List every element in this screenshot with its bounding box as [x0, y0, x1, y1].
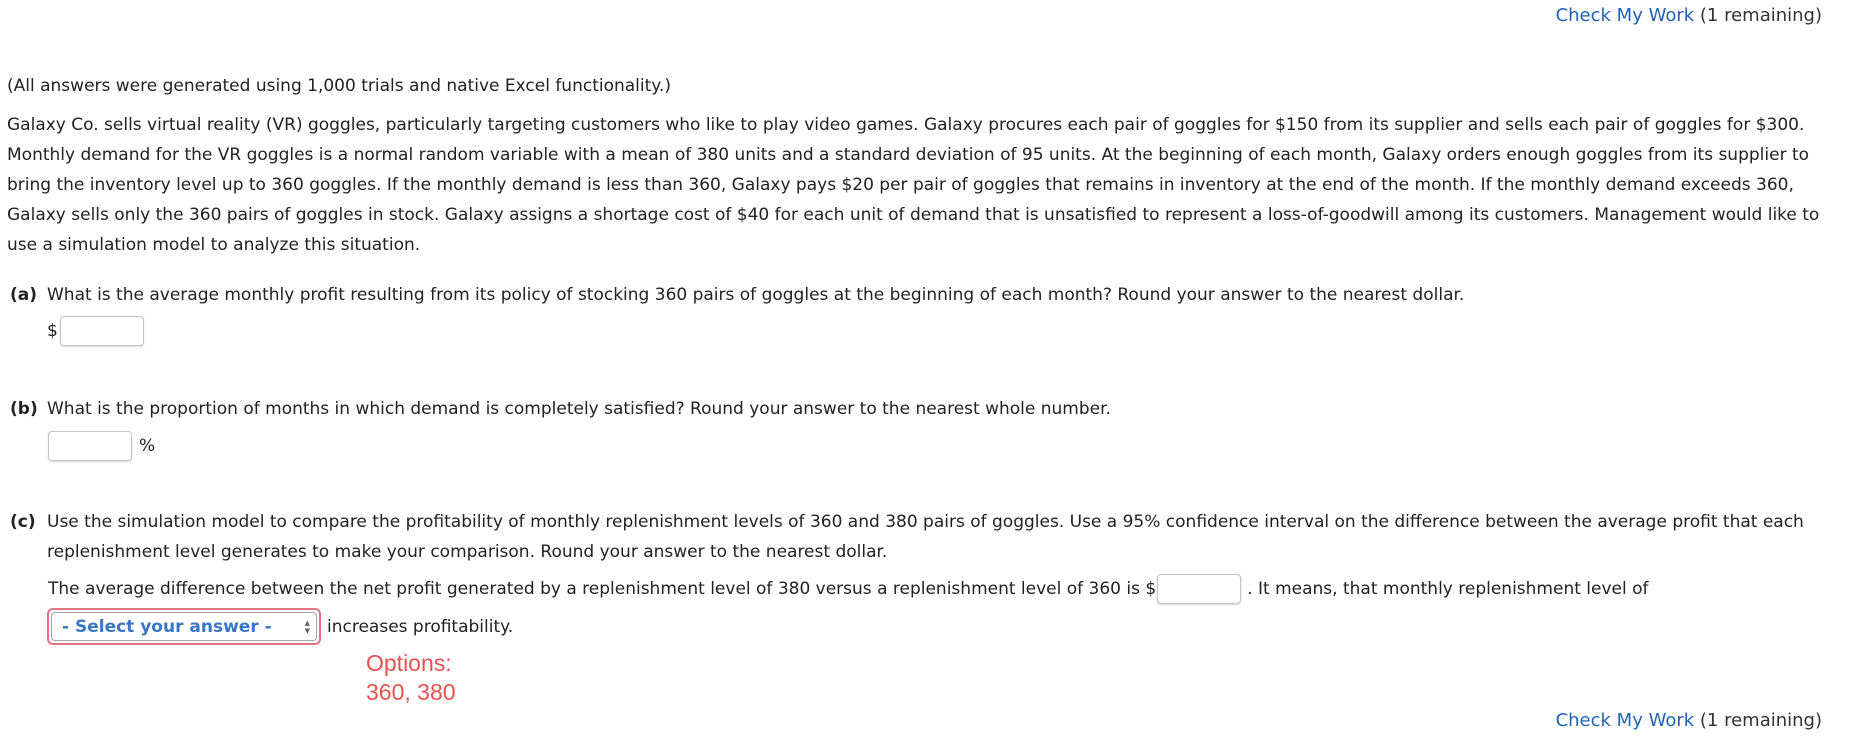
- select-placeholder: - Select your answer -: [62, 616, 272, 637]
- answer-b-row: [48, 431, 155, 461]
- average-profit-input[interactable]: [60, 316, 144, 346]
- question-c-tag: (c): [10, 512, 36, 532]
- answer-a-row: [47, 316, 144, 346]
- replenishment-level-select[interactable]: [47, 608, 321, 645]
- dollar-sign: $: [47, 321, 58, 341]
- question-b-tag: (b): [10, 399, 38, 419]
- select-arrows-icon: ▲ ▼: [304, 618, 310, 635]
- question-c-text: Use the simulation model to compare the profitability of monthly replenishment levels of 360 and 380 pairs of goggles. Use a 95% confidence interval on the difference between the average profit that each replenishment level generates to make your comparison. Round your answer to the nearest dollar.: [47, 512, 1804, 562]
- question-a: [10, 280, 1464, 310]
- sentence-mid: . It means, that monthly replenishment level of: [1247, 579, 1649, 599]
- check-my-work-link[interactable]: Check My Work: [1555, 5, 1695, 26]
- question-a-tag: (a): [10, 285, 38, 305]
- options-annotation: [366, 649, 456, 707]
- answer-c-select-row: [47, 608, 513, 645]
- remaining-count-bottom: (1 remaining): [1699, 710, 1822, 731]
- problem-description: Galaxy Co. sells virtual reality (VR) goggles, particularly targeting customers who like to play video games. Galaxy procures each pair of goggles for $150 from its supplier and sells each pair of goggles for $300. Monthly demand for the VR goggles is a normal random variable with a mean of 380 units and a standard deviation of 95 units. At the beginning of each month, Galaxy orders enough goggles from its supplier to bring the inventory level up to 360 goggles. If the monthly demand is less than 360, Galaxy pays $20 per pair of goggles that remains in inventory at the end of the month. If the monthly demand exceeds 360, Galaxy sells only the 360 pairs of goggles in stock. Galaxy assigns a shortage cost of $40 for each unit of demand that is unsatisfied to represent a loss-of-goodwill among its customers. Management would like to use a simulation model to analyze this situation.: [7, 115, 1820, 255]
- sentence-end: increases profitability.: [327, 616, 514, 637]
- question-b-text: What is the proportion of months in which demand is completely satisfied? Round your answer to the nearest whole number.: [47, 399, 1111, 419]
- answer-c-sentence: [48, 574, 1649, 604]
- check-my-work-top: [1556, 5, 1822, 26]
- sentence-start: The average difference between the net profit generated by a replenishment level of 380 versus a replenishment level of 360 is $: [48, 579, 1157, 599]
- percent-sign: %: [139, 436, 156, 456]
- options-title: Options:: [366, 650, 452, 676]
- question-b: [10, 394, 1111, 424]
- proportion-satisfied-input[interactable]: [48, 431, 132, 461]
- trials-note: (All answers were generated using 1,000 trials and native Excel functionality.): [7, 76, 671, 96]
- remaining-count: (1 remaining): [1699, 5, 1822, 26]
- check-my-work-link-bottom[interactable]: Check My Work: [1555, 710, 1695, 731]
- question-c: [10, 507, 1835, 567]
- options-list: 360, 380: [366, 679, 456, 705]
- select-box[interactable]: [51, 612, 317, 641]
- question-a-text: What is the average monthly profit resulting from its policy of stocking 360 pairs of goggles at the beginning of each month? Round your answer to the nearest dollar.: [47, 285, 1465, 305]
- check-my-work-bottom: [1556, 710, 1822, 731]
- profit-difference-input[interactable]: [1157, 574, 1241, 604]
